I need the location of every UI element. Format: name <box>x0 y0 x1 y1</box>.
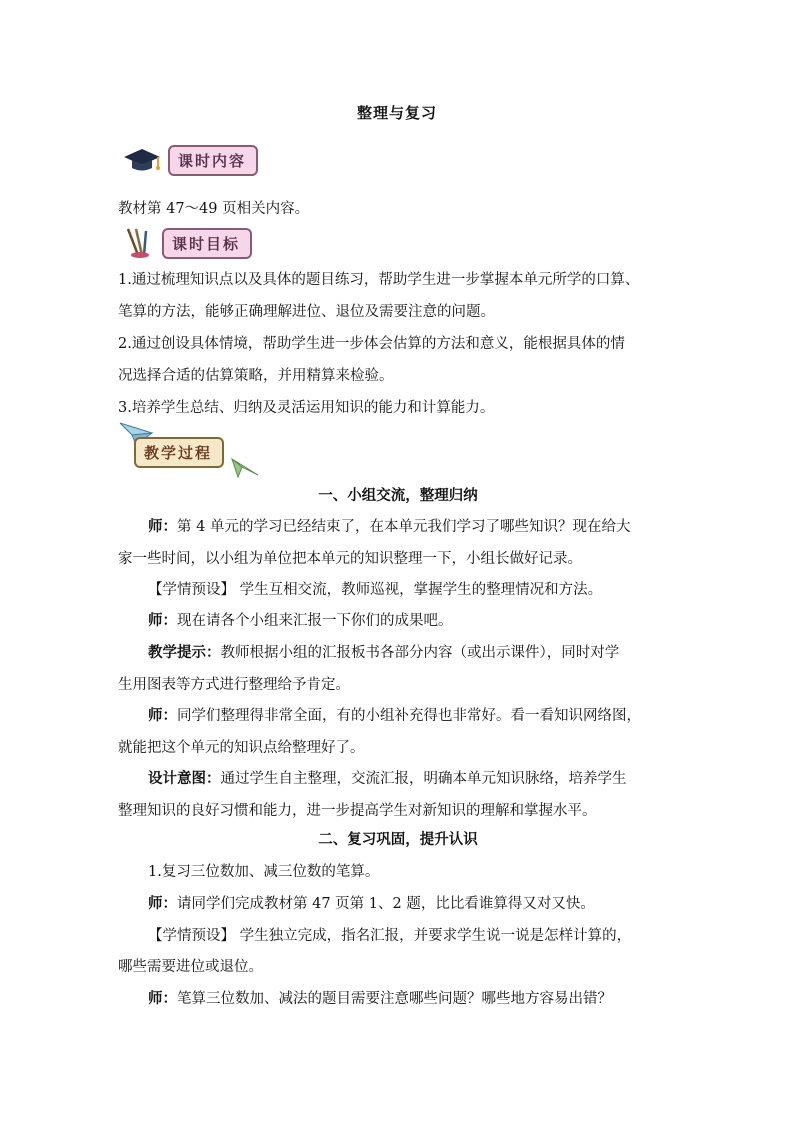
goal-line: 3.培养学生总结、归纳及灵活运用知识的能力和计算能力。 <box>118 400 495 416</box>
paragraph-line: 家一些时间，以小组为单位把本单元的知识整理一下，小组长做好记录。 <box>118 551 582 567</box>
badge-label: 课时内容 <box>168 145 258 176</box>
speaker-label: 师： <box>148 612 177 629</box>
paragraph <box>118 894 678 914</box>
speaker-label: 师： <box>148 518 177 535</box>
goal-line: 笔算的方法，能够正确理解进位、退位及需要注意的问题。 <box>118 304 495 320</box>
tip-label: 教学提示： <box>148 644 221 661</box>
paper-plane-icon <box>230 453 260 479</box>
paragraph-line: 整理知识的良好习惯和能力，进一步提高学生对新知识的理解和掌握水平。 <box>118 803 597 819</box>
paragraph-text: 同学们整理得非常全面，有的小组补充得也非常好。看一看知识网络图， <box>177 708 641 724</box>
paragraph <box>118 769 678 789</box>
paragraph-text: 教师根据小组的汇报板书各部分内容（或出示课件），同时对学 <box>220 645 620 661</box>
graduation-cap-icon <box>122 145 162 175</box>
lesson-content-text: 教材第 47～49 页相关内容。 <box>118 201 310 217</box>
speaker-label: 师： <box>148 895 177 912</box>
brushes-icon <box>122 227 156 259</box>
goal-line: 况选择合适的估算策略，并用精算来检验。 <box>118 368 394 384</box>
tag-label: 【学情预设】 <box>148 928 235 944</box>
goal-line: 2.通过创设具体情境，帮助学生进一步体会估算的方法和意义，能根据具体的情 <box>118 336 625 352</box>
speaker-label: 师： <box>148 990 177 1007</box>
paragraph-line: 就能把这个单元的知识点给整理好了。 <box>118 740 365 756</box>
paragraph-line: 哪些需要进位或退位。 <box>118 959 263 975</box>
paragraph-text: 现在请各个小组来汇报一下你们的成果吧。 <box>177 613 453 629</box>
paragraph-text: 第 4 单元的学习已经结束了，在本单元我们学习了哪些知识？现在给大 <box>177 519 631 535</box>
paragraph-text: 学生独立完成，指名汇报，并要求学生说一说是怎样计算的， <box>239 928 632 944</box>
paragraph <box>118 580 678 600</box>
badge-label: 课时目标 <box>162 228 252 259</box>
goal-line: 1.通过梳理知识点以及具体的题目练习，帮助学生进一步掌握本单元所学的口算、 <box>118 272 640 288</box>
paragraph <box>118 706 678 726</box>
teaching-process-badge <box>122 423 262 477</box>
paragraph <box>118 643 678 663</box>
paragraph <box>118 517 678 537</box>
paragraph-line: 生用图表等方式进行整理给予肯定。 <box>118 677 350 693</box>
paragraph-text: 学生互相交流，教师巡视，掌握学生的整理情况和方法。 <box>239 582 603 598</box>
lesson-content-badge <box>122 145 258 175</box>
page-title: 整理与复习 <box>356 104 437 122</box>
paragraph-text: 通过学生自主整理，交流汇报，明确本单元知识脉络，培养学生 <box>220 771 627 787</box>
lesson-goals-badge <box>122 228 252 258</box>
section-heading: 二、复习巩固，提升认识 <box>318 831 478 848</box>
paragraph-text: 笔算三位数加、减法的题目需要注意哪些问题？哪些地方容易出错？ <box>177 991 612 1007</box>
speaker-label: 师： <box>148 707 177 724</box>
badge-label: 教学过程 <box>134 437 224 468</box>
list-item: 1.复习三位数加、减三位数的笔算。 <box>148 864 380 880</box>
section-heading: 一、小组交流，整理归纳 <box>318 487 478 504</box>
paragraph <box>118 926 678 946</box>
intent-label: 设计意图： <box>148 770 221 787</box>
paragraph-text: 请同学们完成教材第 47 页第 1、2 题，比比看谁算得又对又快。 <box>177 896 595 912</box>
paragraph <box>118 989 678 1009</box>
tag-label: 【学情预设】 <box>148 582 235 598</box>
paragraph <box>118 611 678 631</box>
